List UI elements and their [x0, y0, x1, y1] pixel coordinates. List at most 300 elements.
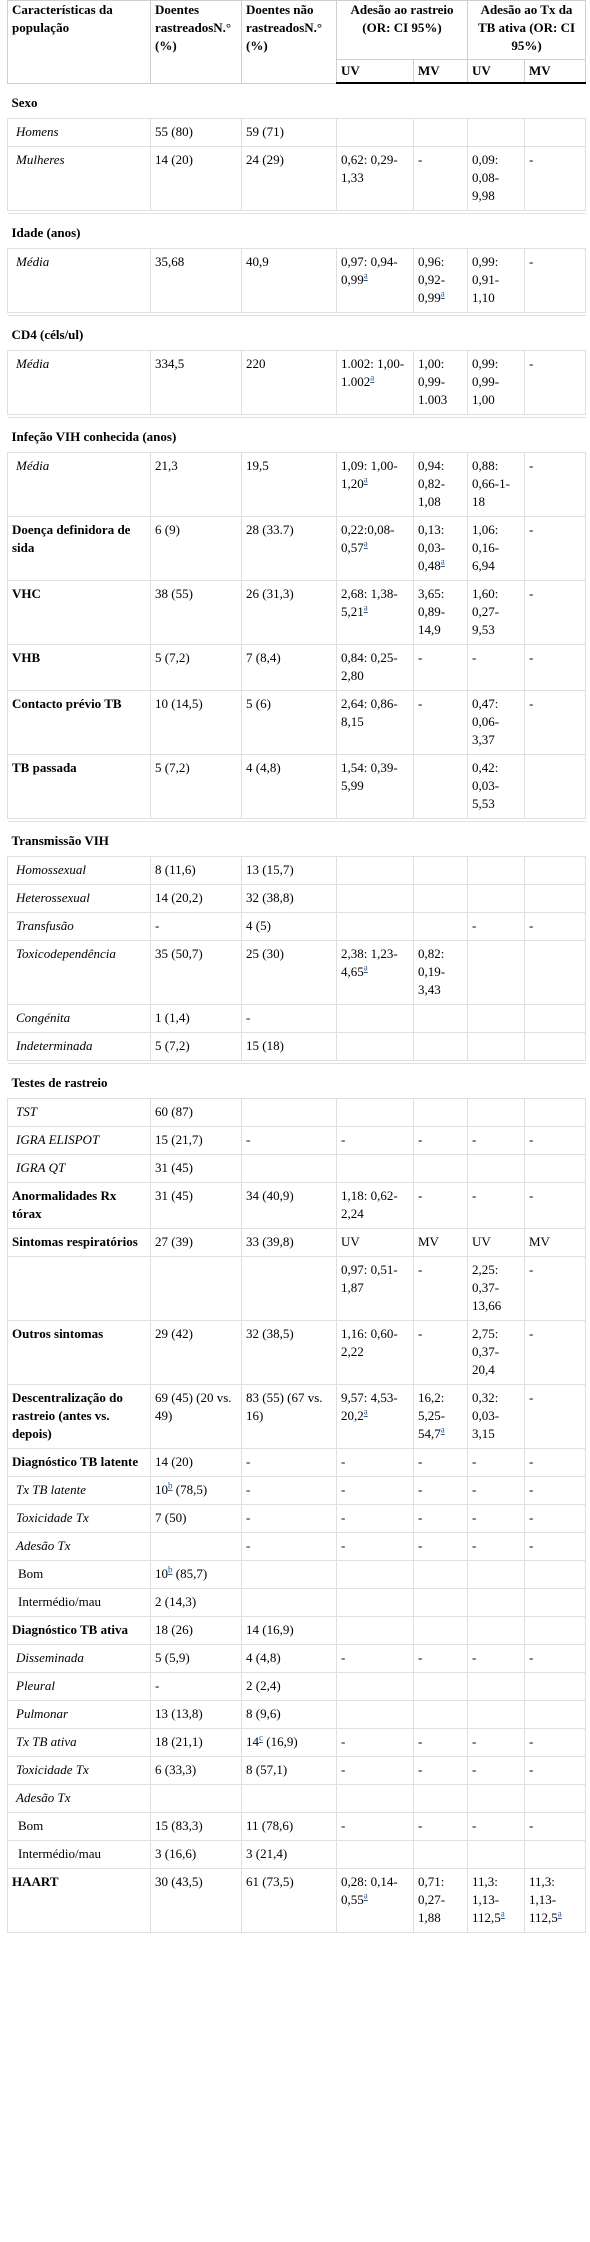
table-header: [8, 1, 586, 84]
table-cell: [337, 1005, 414, 1033]
table-row: [8, 1257, 586, 1321]
section-row: [8, 418, 586, 453]
table-cell: [337, 1033, 414, 1061]
table-cell: 1.002: 1,00-1.002$^a$: [337, 351, 414, 415]
table-cell: -: [337, 1449, 414, 1477]
table-cell: 59 (71): [242, 119, 337, 147]
table-cell: -: [468, 1533, 525, 1561]
table-cell: -: [468, 1757, 525, 1785]
row-label: Intermédio/mau: [8, 1841, 151, 1869]
table-cell: -: [525, 1183, 586, 1229]
row-label: Intermédio/mau: [8, 1589, 151, 1617]
table-cell: -: [525, 1505, 586, 1533]
row-label: Adesão Tx: [8, 1533, 151, 1561]
table-cell: [468, 1841, 525, 1869]
table-cell: 14 (20): [151, 1449, 242, 1477]
table-cell: -: [337, 1505, 414, 1533]
table-cell: -: [468, 913, 525, 941]
table-cell: 0,28: 0,14-0,55$^a$: [337, 1869, 414, 1933]
table-cell: -: [525, 1477, 586, 1505]
row-label: [8, 1257, 151, 1321]
table-cell: 30 (43,5): [151, 1869, 242, 1933]
table-cell: 5 (7,2): [151, 1033, 242, 1061]
table-row: [8, 1099, 586, 1127]
table-row: [8, 1385, 586, 1449]
table-cell: -: [337, 1729, 414, 1757]
table-cell: [414, 1099, 468, 1127]
table-cell: 10$^b$ (78,5): [151, 1477, 242, 1505]
table-cell: 69 (45) (20 vs. 49): [151, 1385, 242, 1449]
table-cell: [525, 119, 586, 147]
table-row: [8, 1729, 586, 1757]
footnote-link[interactable]: a: [557, 1908, 562, 1919]
section-row: [8, 214, 586, 249]
table-cell: [468, 1589, 525, 1617]
table-cell: 0,62: 0,29-1,33: [337, 147, 414, 211]
table-cell: 0,47: 0,06-3,37: [468, 691, 525, 755]
table-cell: [525, 755, 586, 819]
table-cell: -: [468, 1449, 525, 1477]
row-label: Bom: [8, 1813, 151, 1841]
table-cell: UV: [337, 1229, 414, 1257]
section-title: Idade (anos): [8, 214, 586, 249]
table-cell: [414, 755, 468, 819]
table-cell: 31 (45): [151, 1155, 242, 1183]
table-cell: 1,09: 1,00-1,20$^a$: [337, 453, 414, 517]
table-cell: 26 (31,3): [242, 581, 337, 645]
table-cell: -: [525, 1449, 586, 1477]
table-row: [8, 1505, 586, 1533]
table-cell: UV: [468, 1229, 525, 1257]
table-cell: -: [337, 1127, 414, 1155]
table-cell: [337, 1617, 414, 1645]
table-cell: [468, 885, 525, 913]
row-label: Indeterminada: [8, 1033, 151, 1061]
footnote-link[interactable]: a: [363, 538, 368, 549]
section-row: [8, 316, 586, 351]
table-cell: 15 (83,3): [151, 1813, 242, 1841]
table-cell: -: [525, 1385, 586, 1449]
table-cell: 7 (50): [151, 1505, 242, 1533]
table-cell: -: [525, 1757, 586, 1785]
table-cell: 3,65: 0,89-14,9: [414, 581, 468, 645]
row-label: Adesão Tx: [8, 1785, 151, 1813]
table-row: [8, 453, 586, 517]
table-cell: 25 (30): [242, 941, 337, 1005]
table-cell: 18 (21,1): [151, 1729, 242, 1757]
table-cell: 14 (20,2): [151, 885, 242, 913]
table-cell: [337, 1785, 414, 1813]
table-cell: 0,82: 0,19-3,43: [414, 941, 468, 1005]
table-cell: [468, 1033, 525, 1061]
table-row: [8, 691, 586, 755]
row-label: Toxicodependência: [8, 941, 151, 1005]
table-cell: -: [525, 1645, 586, 1673]
table-cell: -: [525, 147, 586, 211]
table-cell: -: [525, 913, 586, 941]
table-cell: -: [468, 1645, 525, 1673]
section-title: Infeção VIH conhecida (anos): [8, 418, 586, 453]
table-cell: 8 (9,6): [242, 1701, 337, 1729]
row-label: Transfusão: [8, 913, 151, 941]
table-cell: 4 (4,8): [242, 1645, 337, 1673]
table-row: [8, 755, 586, 819]
row-label: Outros sintomas: [8, 1321, 151, 1385]
row-label: TST: [8, 1099, 151, 1127]
table-cell: -: [525, 1321, 586, 1385]
row-label: Sintomas respiratórios: [8, 1229, 151, 1257]
table-cell: [414, 1701, 468, 1729]
table-cell: 35,68: [151, 249, 242, 313]
table-row: [8, 1673, 586, 1701]
table-cell: [151, 1533, 242, 1561]
table-cell: 1,18: 0,62-2,24: [337, 1183, 414, 1229]
table-cell: [468, 1617, 525, 1645]
table-cell: -: [525, 1257, 586, 1321]
table-cell: -: [525, 1127, 586, 1155]
row-label: IGRA QT: [8, 1155, 151, 1183]
table-row: [8, 941, 586, 1005]
table-cell: 9,57: 4,53-20,2$^a$: [337, 1385, 414, 1449]
table-cell: -: [414, 1533, 468, 1561]
header-tb-treatment-adherence: Adesão ao Tx da TB ativa (OR: CI 95%): [468, 1, 586, 60]
table-cell: -: [525, 249, 586, 313]
table-row: [8, 1183, 586, 1229]
table-cell: [468, 1673, 525, 1701]
table-cell: -: [525, 517, 586, 581]
table-cell: MV: [414, 1229, 468, 1257]
table-cell: 1,06: 0,16-6,94: [468, 517, 525, 581]
table-cell: [525, 1033, 586, 1061]
table-cell: -: [151, 1673, 242, 1701]
table-cell: -: [414, 1757, 468, 1785]
table-cell: -: [337, 1533, 414, 1561]
table-cell: [242, 1785, 337, 1813]
table-cell: [468, 1005, 525, 1033]
table-cell: 0,97: 0,51-1,87: [337, 1257, 414, 1321]
table-cell: 0,71: 0,27-1,88: [414, 1869, 468, 1933]
table-cell: [414, 1005, 468, 1033]
table-cell: 11,3: 1,13-112,5$^a$: [468, 1869, 525, 1933]
table-cell: 1,60: 0,27-9,53: [468, 581, 525, 645]
table-row: [8, 1533, 586, 1561]
row-label: Média: [8, 453, 151, 517]
table-row: [8, 351, 586, 415]
row-label: Média: [8, 249, 151, 313]
table-cell: -: [468, 1505, 525, 1533]
table-cell: [337, 1841, 414, 1869]
table-cell: 2 (14,3): [151, 1589, 242, 1617]
table-row: [8, 147, 586, 211]
footnote-link[interactable]: a: [363, 962, 368, 973]
footnote-link[interactable]: a: [440, 1424, 445, 1435]
table-row: [8, 249, 586, 313]
table-cell: 3 (21,4): [242, 1841, 337, 1869]
table-cell: [337, 857, 414, 885]
table-cell: 2,64: 0,86-8,15: [337, 691, 414, 755]
table-cell: -: [337, 1813, 414, 1841]
table-cell: 0,09: 0,08-9,98: [468, 147, 525, 211]
table-cell: 6 (9): [151, 517, 242, 581]
table-cell: -: [414, 1645, 468, 1673]
header-sub-uv: UV: [468, 60, 525, 84]
table-cell: -: [414, 147, 468, 211]
table-cell: [414, 1589, 468, 1617]
table-cell: -: [414, 1321, 468, 1385]
table-row: [8, 1477, 586, 1505]
table-cell: -: [468, 1127, 525, 1155]
table-cell: [337, 1673, 414, 1701]
row-label: Bom: [8, 1561, 151, 1589]
footnote-link[interactable]: a: [363, 1406, 368, 1417]
table-cell: -: [525, 691, 586, 755]
table-cell: -: [414, 1257, 468, 1321]
row-label: Tx TB latente: [8, 1477, 151, 1505]
footnote-link[interactable]: a: [363, 602, 368, 613]
table-row: [8, 645, 586, 691]
table-cell: [337, 1155, 414, 1183]
footnote-link[interactable]: a: [363, 474, 368, 485]
table-cell: -: [525, 351, 586, 415]
table-cell: [414, 1561, 468, 1589]
table-cell: 24 (29): [242, 147, 337, 211]
table-row: [8, 1561, 586, 1589]
table-cell: 27 (39): [151, 1229, 242, 1257]
table-row: [8, 1813, 586, 1841]
table-cell: -: [468, 1729, 525, 1757]
table-cell: 13 (13,8): [151, 1701, 242, 1729]
table-cell: 0,22:0,08-0,57$^a$: [337, 517, 414, 581]
table-cell: 1,00: 0,99-1.003: [414, 351, 468, 415]
table-cell: [242, 1155, 337, 1183]
table-row: [8, 1005, 586, 1033]
table-cell: [468, 1155, 525, 1183]
table-cell: 14 (16,9): [242, 1617, 337, 1645]
table-cell: 15 (21,7): [151, 1127, 242, 1155]
table-cell: [414, 913, 468, 941]
table-cell: 11 (78,6): [242, 1813, 337, 1841]
table-cell: 8 (11,6): [151, 857, 242, 885]
table-cell: 15 (18): [242, 1033, 337, 1061]
footnote-link[interactable]: b: [168, 1564, 173, 1575]
row-label: Congénita: [8, 1005, 151, 1033]
section-row: [8, 822, 586, 857]
table-row: [8, 1701, 586, 1729]
table-cell: 40,9: [242, 249, 337, 313]
table-cell: -: [414, 645, 468, 691]
table-cell: [525, 1589, 586, 1617]
table-cell: [242, 1099, 337, 1127]
table-cell: 31 (45): [151, 1183, 242, 1229]
table-cell: [414, 1785, 468, 1813]
table-cell: 14$^c$ (16,9): [242, 1729, 337, 1757]
table-cell: [525, 1701, 586, 1729]
footnote-link[interactable]: a: [363, 270, 368, 281]
table-cell: 334,5: [151, 351, 242, 415]
table-cell: 10 (14,5): [151, 691, 242, 755]
table-cell: -: [414, 1127, 468, 1155]
table-cell: [151, 1785, 242, 1813]
table-cell: -: [525, 645, 586, 691]
table-cell: 2,68: 1,38-5,21$^a$: [337, 581, 414, 645]
table-cell: [525, 1155, 586, 1183]
table-cell: 5 (5,9): [151, 1645, 242, 1673]
table-cell: [525, 1561, 586, 1589]
footnote-link[interactable]: a: [440, 556, 445, 567]
footnote-link[interactable]: a: [500, 1908, 505, 1919]
table-cell: 83 (55) (67 vs. 16): [242, 1385, 337, 1449]
header-population: Características da população: [8, 1, 151, 84]
table-cell: [337, 1099, 414, 1127]
table-cell: -: [414, 1183, 468, 1229]
table-body: [8, 83, 586, 1933]
table-cell: 33 (39,8): [242, 1229, 337, 1257]
table-cell: [468, 941, 525, 1005]
table-cell: 21,3: [151, 453, 242, 517]
table-cell: 0,99: 0,91-1,10: [468, 249, 525, 313]
section-row: [8, 83, 586, 119]
table-cell: 32 (38,8): [242, 885, 337, 913]
table-cell: 60 (87): [151, 1099, 242, 1127]
table-cell: -: [525, 1813, 586, 1841]
header-not-screened: Doentes não rastreadosN.° (%): [242, 1, 337, 84]
table-row: [8, 1645, 586, 1673]
table-cell: 7 (8,4): [242, 645, 337, 691]
header-sub-mv: MV: [414, 60, 468, 84]
table-cell: [525, 1841, 586, 1869]
table-cell: 0,99: 0,99-1,00: [468, 351, 525, 415]
table-cell: 2,25: 0,37-13,66: [468, 1257, 525, 1321]
footnote-link[interactable]: a: [363, 1890, 368, 1901]
table-cell: [242, 1561, 337, 1589]
table-cell: 2,38: 1,23-4,65$^a$: [337, 941, 414, 1005]
header-sub-uv: UV: [337, 60, 414, 84]
table-cell: 14 (20): [151, 147, 242, 211]
table-cell: -: [242, 1477, 337, 1505]
footnote-link[interactable]: a: [440, 288, 445, 299]
table-cell: 16,2: 5,25-54,7$^a$: [414, 1385, 468, 1449]
table-cell: [414, 1033, 468, 1061]
table-cell: 38 (55): [151, 581, 242, 645]
table-cell: 6 (33,3): [151, 1757, 242, 1785]
table-cell: [242, 1589, 337, 1617]
row-label: Anormalidades Rx tórax: [8, 1183, 151, 1229]
table-cell: [525, 941, 586, 1005]
footnote-link[interactable]: a: [370, 372, 375, 383]
table-cell: -: [414, 1813, 468, 1841]
table-cell: [337, 1589, 414, 1617]
table-cell: -: [242, 1505, 337, 1533]
table-cell: [414, 1673, 468, 1701]
table-cell: 0,84: 0,25-2,80: [337, 645, 414, 691]
table-cell: -: [151, 913, 242, 941]
table-cell: [151, 1257, 242, 1321]
table-row: [8, 885, 586, 913]
table-cell: [525, 1005, 586, 1033]
row-label: TB passada: [8, 755, 151, 819]
table-cell: [525, 857, 586, 885]
table-cell: -: [242, 1127, 337, 1155]
table-cell: [414, 1841, 468, 1869]
section-title: Transmissão VIH: [8, 822, 586, 857]
row-label: Homossexual: [8, 857, 151, 885]
row-label: VHC: [8, 581, 151, 645]
table-cell: 55 (80): [151, 119, 242, 147]
table-cell: 5 (6): [242, 691, 337, 755]
table-cell: -: [337, 1645, 414, 1673]
table-cell: 0,32: 0,03-3,15: [468, 1385, 525, 1449]
table-cell: -: [414, 691, 468, 755]
table-cell: -: [414, 1505, 468, 1533]
table-cell: 18 (26): [151, 1617, 242, 1645]
table-row: [8, 119, 586, 147]
table-cell: [337, 1701, 414, 1729]
row-label: Diagnóstico TB latente: [8, 1449, 151, 1477]
table-cell: [337, 119, 414, 147]
row-label: Pulmonar: [8, 1701, 151, 1729]
footnote-link[interactable]: c: [259, 1732, 263, 1743]
table-cell: 1 (1,4): [151, 1005, 242, 1033]
table-row: [8, 1757, 586, 1785]
table-cell: MV: [525, 1229, 586, 1257]
table-cell: -: [525, 581, 586, 645]
row-label: Contacto prévio TB: [8, 691, 151, 755]
header-screened: Doentes rastreadosN.° (%): [151, 1, 242, 84]
table-cell: [525, 1673, 586, 1701]
table-cell: [414, 857, 468, 885]
table-cell: [414, 1155, 468, 1183]
table-row: [8, 1869, 586, 1933]
table-cell: 35 (50,7): [151, 941, 242, 1005]
row-label: Pleural: [8, 1673, 151, 1701]
row-label: Mulheres: [8, 147, 151, 211]
table-cell: -: [337, 1477, 414, 1505]
table-cell: -: [242, 1005, 337, 1033]
table-cell: 0,94: 0,82-1,08: [414, 453, 468, 517]
section-title: Testes de rastreio: [8, 1064, 586, 1099]
table-cell: -: [414, 1449, 468, 1477]
table-cell: [337, 913, 414, 941]
table-row: [8, 1321, 586, 1385]
data-table: [7, 0, 586, 1933]
table-cell: 3 (16,6): [151, 1841, 242, 1869]
table-cell: 61 (73,5): [242, 1869, 337, 1933]
table-cell: [468, 1701, 525, 1729]
table-cell: 5 (7,2): [151, 755, 242, 819]
table-cell: 0,88: 0,66-1-18: [468, 453, 525, 517]
table-cell: -: [468, 1813, 525, 1841]
table-cell: 2 (2,4): [242, 1673, 337, 1701]
table-cell: [414, 1617, 468, 1645]
table-cell: 8 (57,1): [242, 1757, 337, 1785]
table-cell: -: [468, 645, 525, 691]
table-row: [8, 913, 586, 941]
row-label: Tx TB ativa: [8, 1729, 151, 1757]
table-row: [8, 1127, 586, 1155]
table-cell: 0,97: 0,94-0,99$^a$: [337, 249, 414, 313]
table-cell: [468, 119, 525, 147]
row-label: HAART: [8, 1869, 151, 1933]
row-label: Toxicidade Tx: [8, 1505, 151, 1533]
table-cell: [468, 857, 525, 885]
row-label: Descentralização do rastreio (antes vs. depois): [8, 1385, 151, 1449]
table-row: [8, 1155, 586, 1183]
row-label: Média: [8, 351, 151, 415]
table-row: [8, 1589, 586, 1617]
footnote-link[interactable]: b: [168, 1480, 173, 1491]
table-cell: 0,42: 0,03-5,53: [468, 755, 525, 819]
table-row: [8, 1785, 586, 1813]
